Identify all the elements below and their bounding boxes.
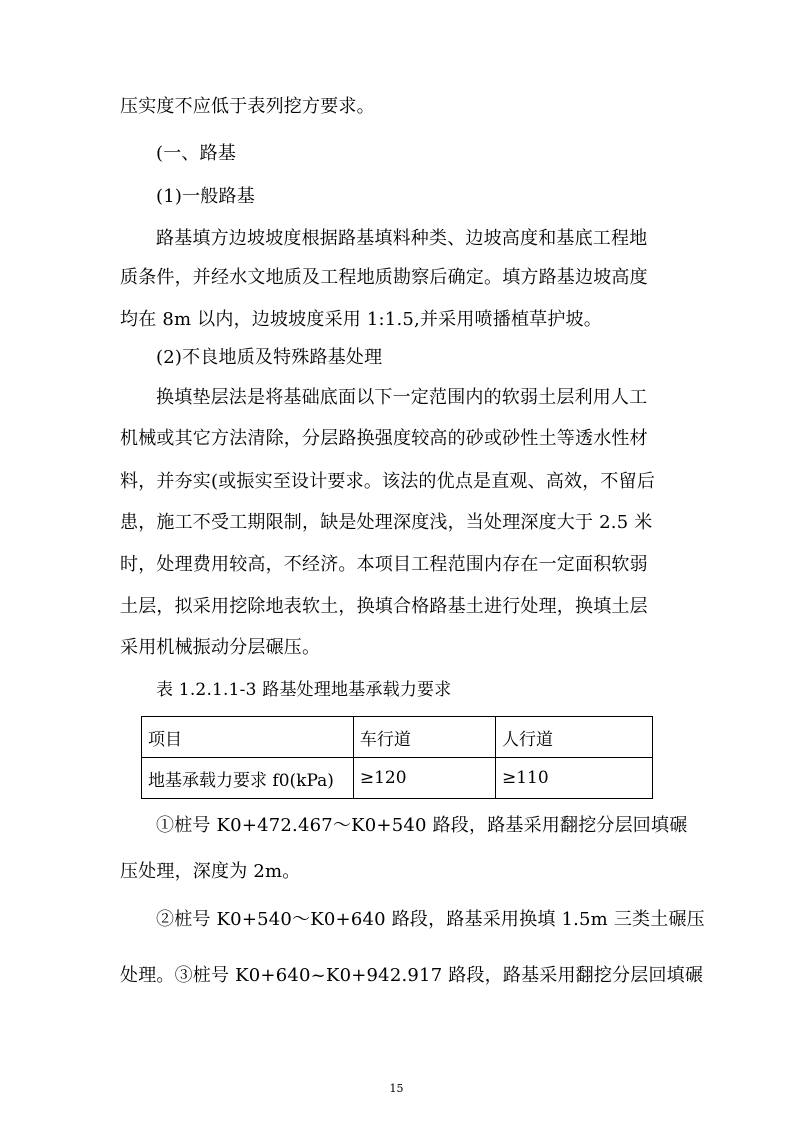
bearing-capacity-table xyxy=(141,716,653,799)
paragraph-line: 路基填方边坡坡度根据路基填料种类、边坡高度和基底工程地 xyxy=(156,228,648,249)
section-heading-roadbed: (一、路基 xyxy=(156,143,237,164)
paragraph-line: 处理。③桩号 K0+640~K0+942.917 路段，路基采用翻挖分层回填碾 xyxy=(120,965,704,986)
paragraph-line: 均在 8m 以内，边坡坡度采用 1:1.5,并采用喷播植草护坡。 xyxy=(120,309,602,330)
table-header-cell: 项目 xyxy=(142,717,354,758)
table-cell: 地基承载力要求 f0(kPa) xyxy=(142,758,354,799)
paragraph-line: 压实度不应低于表列挖方要求。 xyxy=(120,96,375,117)
table-row xyxy=(142,758,653,799)
paragraph-line: 质条件，并经水文地质及工程地质勘察后确定。填方路基边坡高度 xyxy=(120,267,648,288)
paragraph-line: 土层，拟采用挖除地表软土，换填合格路基土进行处理，换填土层 xyxy=(120,596,648,617)
table-header-cell: 人行道 xyxy=(495,717,652,758)
page-number: 15 xyxy=(389,1082,404,1095)
paragraph-line: 料，并夯实(或振实至设计要求。该法的优点是直观、高效，不留后 xyxy=(120,471,656,492)
paragraph-line: 患，施工不受工期限制，缺是处理深度浅，当处理深度大于 2.5 米 xyxy=(120,512,653,533)
paragraph-line: ①桩号 K0+472.467～K0+540 路段，路基采用翻挖分层回填碾 xyxy=(156,815,688,836)
paragraph-line: 采用机械振动分层碾压。 xyxy=(120,637,321,658)
table-cell: ≥120 xyxy=(353,758,495,799)
table-header-row xyxy=(142,717,653,758)
table-caption: 表 1.2.1.1-3 路基处理地基承载力要求 xyxy=(156,680,452,700)
subsection-heading-special-roadbed: (2)不良地质及特殊路基处理 xyxy=(156,347,383,368)
paragraph-line: 时，处理费用较高，不经济。本项目工程范围内存在一定面积软弱 xyxy=(120,554,648,575)
paragraph-line: 机械或其它方法清除，分层路换强度较高的砂或砂性土等透水性材 xyxy=(120,428,648,449)
subsection-heading-general-roadbed: (1)一般路基 xyxy=(156,186,255,207)
paragraph-line: 压处理，深度为 2m。 xyxy=(120,861,301,882)
paragraph-line: ②桩号 K0+540～K0+640 路段，路基采用换填 1.5m 三类土碾压 xyxy=(156,909,705,930)
table-cell: ≥110 xyxy=(495,758,652,799)
paragraph-line: 换填垫层法是将基础底面以下一定范围内的软弱土层利用人工 xyxy=(156,387,648,408)
table-header-cell: 车行道 xyxy=(353,717,495,758)
